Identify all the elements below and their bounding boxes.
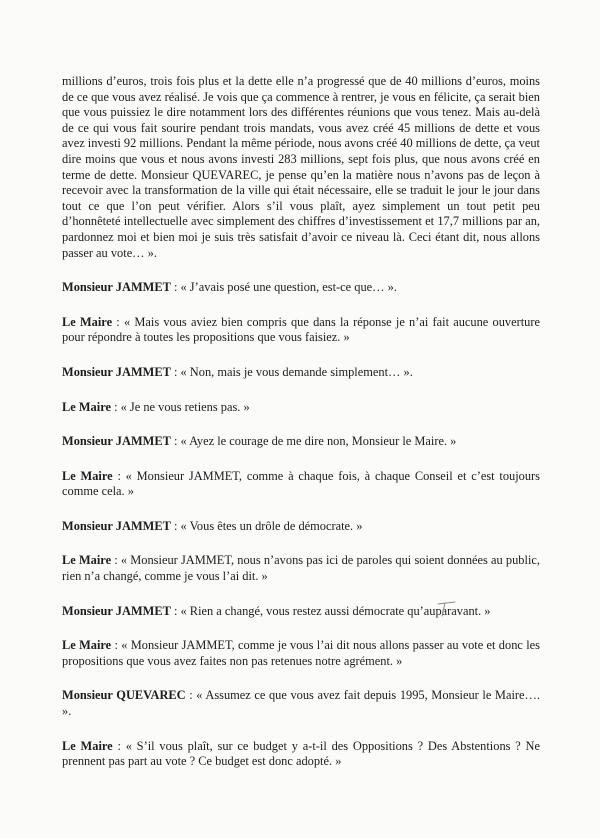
exchange-paragraph <box>62 739 540 770</box>
speaker-name: Monsieur QUEVAREC <box>62 688 186 703</box>
exchange-paragraph <box>62 688 540 719</box>
exchange-paragraph <box>62 519 540 535</box>
speech-text: : « Rien a changé, vous restez aussi démocrate qu’auparavant. » <box>170 603 491 618</box>
speech-text: : « Non, mais je vous demande simplement… ». <box>170 364 413 379</box>
exchange-paragraph <box>62 604 540 620</box>
intro-paragraph: millions d’euros, trois fois plus et la dette elle n’a progressé que de 40 millions d’euros, moins de ce que vous avez réalisé. Je vois que ça commence à rentrer, je vous en félicite, ça serait bien que vous puissiez le dire notamment lors des différentes réunions que vous tenez. Mais au-delà de ce qui vous fait sourire pendant trois mandats, vous avez créé 45 millions de dette et vous avez investi 92 millions. Pendant la même période, nous avons créé 40 millions de dette, ça veut dire moins que vous et nous avons investi 283 millions, sept fois plus, que nous avons créé en terme de dette. Monsieur QUEVAREC, je pense qu’en la matière nous n’avons pas de leçon à recevoir avec la transformation de la ville qui était nécessaire, elle se traduit le jour le jour dans tout ce que l’on peut vérifier. Alors s’il vous plaît, ayez simplement un tout petit peu d’honnêteté intellectuelle avec simplement des chiffres d’investissement et 17,7 millions par an, pardonnez moi et bien moi je suis très satisfait d’avoir ce niveau là. Ceci étant dit, nous allons passer au vote… ». <box>62 74 540 260</box>
speaker-name: Le Maire <box>62 468 113 483</box>
speaker-name: Le Maire <box>62 553 112 568</box>
document-page <box>62 74 540 789</box>
speaker-name: Monsieur JAMMET <box>62 364 171 379</box>
exchange-paragraph <box>62 469 540 500</box>
speech-text: : « Monsieur JAMMET, comme à chaque fois, à chaque Conseil et c’est toujours comme cela. » <box>62 468 540 499</box>
speech-text: : « Vous êtes un drôle de démocrate. » <box>170 518 363 533</box>
speaker-name: Monsieur JAMMET <box>62 434 171 449</box>
speech-text: : « Monsieur JAMMET, comme je vous l’ai dit nous allons passer au vote et donc les propositions que vous avez faites non pas retenues notre agrément. » <box>62 638 540 668</box>
speech-text: : « Monsieur JAMMET, nous n’avons pas ici de paroles qui soient données au public, rien n’a changé, comme je vous l’ai dit. » <box>62 553 540 584</box>
exchange-paragraph <box>62 400 540 416</box>
exchange-paragraph <box>62 638 540 669</box>
exchange-paragraph <box>62 315 540 346</box>
speech-text: : « Mais vous aviez bien compris que dans la réponse je n’ai fait aucune ouverture pour répondre à toutes les propositions que vous faisiez. » <box>62 314 540 345</box>
speaker-name: Monsieur JAMMET <box>62 280 171 295</box>
speaker-name: Monsieur JAMMET <box>62 603 171 618</box>
exchange-paragraph <box>62 553 540 584</box>
handwritten-mark <box>436 600 458 618</box>
speech-text: : « Ayez le courage de me dire non, Monsieur le Maire. » <box>170 434 457 449</box>
speech-text: : « J’avais posé une question, est-ce que… ». <box>170 280 397 295</box>
speaker-name: Le Maire <box>62 399 111 414</box>
speech-text: : « Assumez ce que vous avez fait depuis 1995, Monsieur le Maire…. ». <box>62 688 540 719</box>
speaker-name: Le Maire <box>62 314 113 329</box>
speech-text: : « S’il vous plaît, sur ce budget y a-t-il des Oppositions ? Des Abstentions ? Ne prennent pas part au vote ? Ce budget est donc adopté. » <box>62 738 540 769</box>
speaker-name: Le Maire <box>62 738 113 753</box>
exchange-paragraph <box>62 280 540 296</box>
speaker-name: Le Maire <box>62 638 112 653</box>
speaker-name: Monsieur JAMMET <box>62 518 171 533</box>
exchange-paragraph <box>62 365 540 381</box>
exchange-paragraph <box>62 434 540 450</box>
speech-text: : « Je ne vous retiens pas. » <box>110 399 250 414</box>
